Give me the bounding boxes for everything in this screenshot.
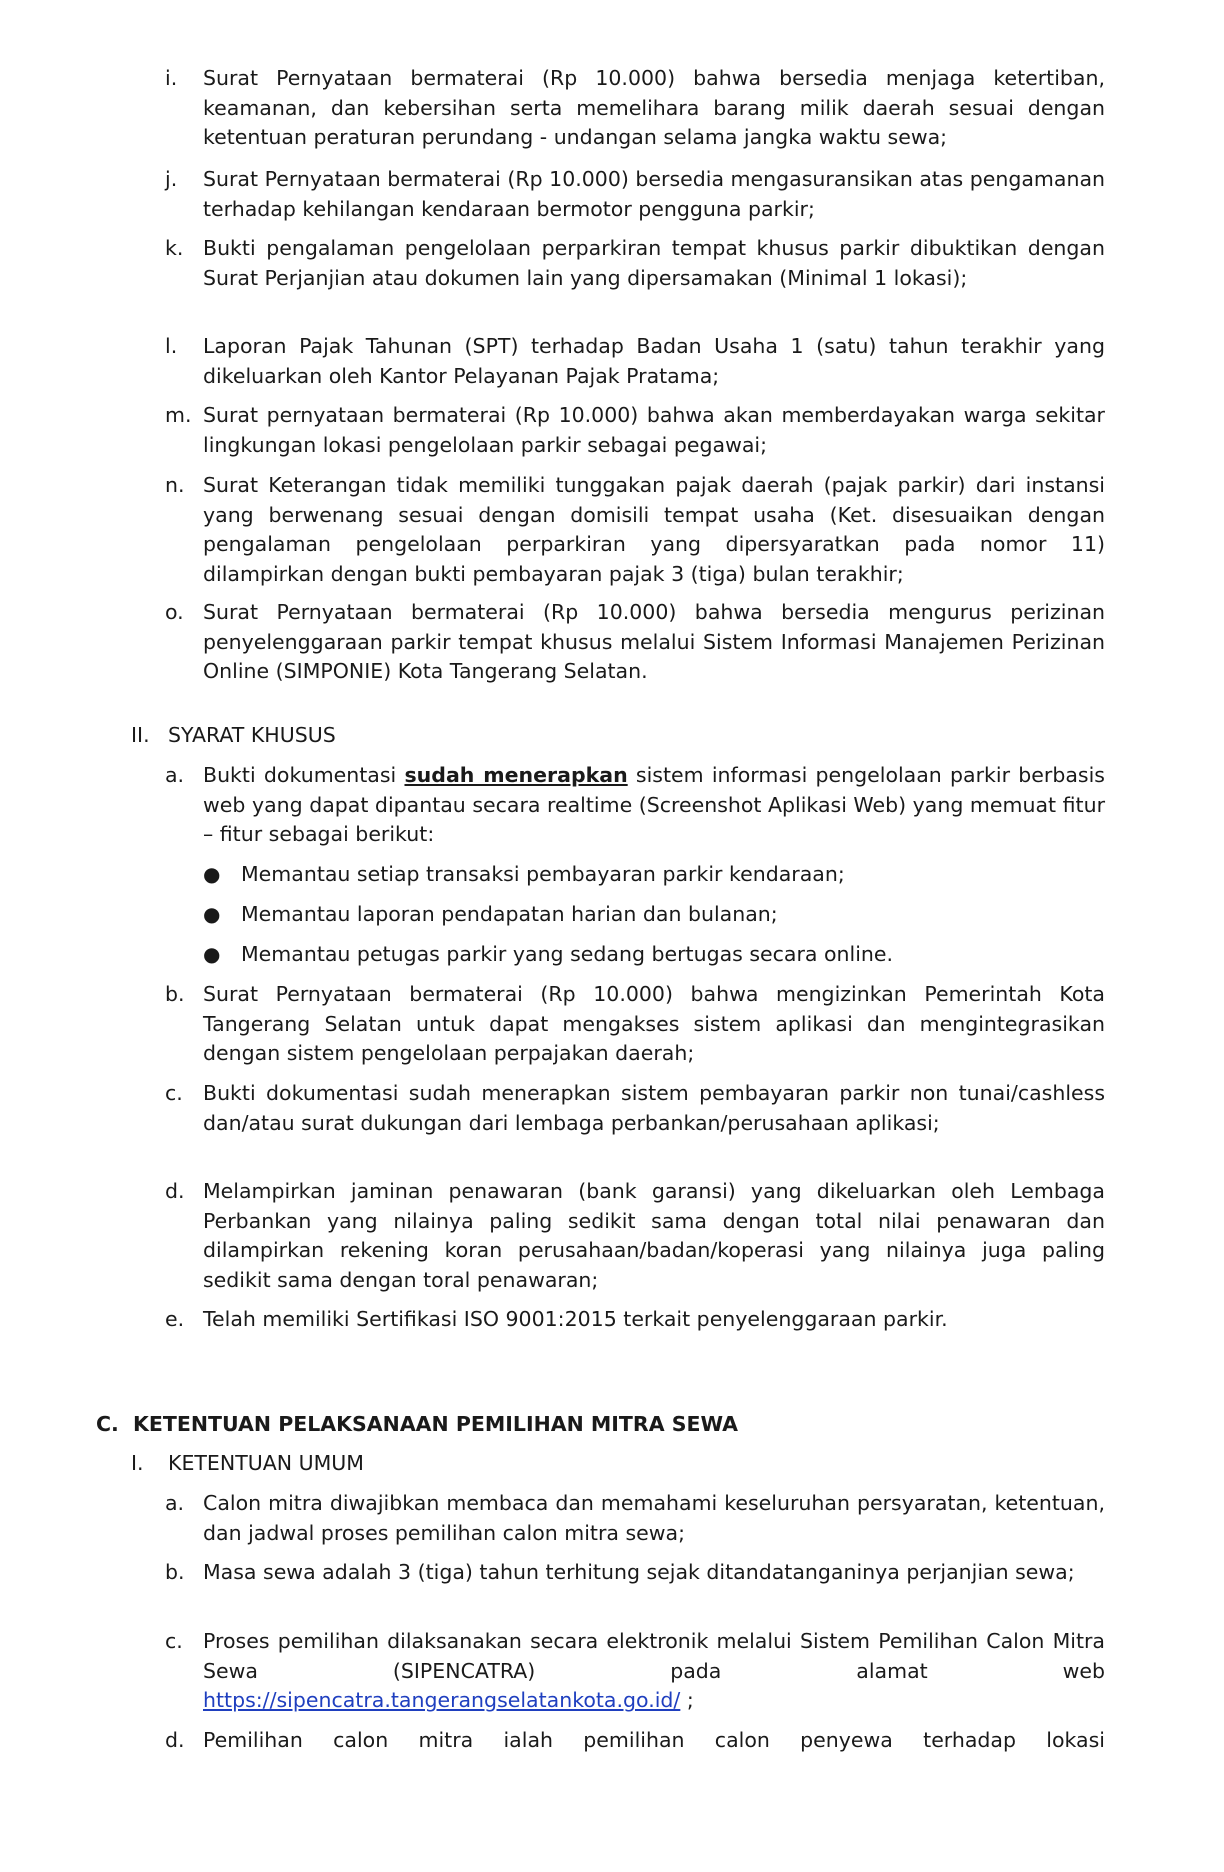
list-item-k xyxy=(165,234,1105,293)
list-label: d. xyxy=(165,1728,185,1752)
list-text: Masa sewa adalah 3 (tiga) tahun terhitung sejak ditandatanganinya perjanjian sewa; xyxy=(203,1560,1075,1584)
list-text: Surat Pernyataan bermaterai (Rp 10.000) bersedia mengasuransikan atas pengamanan terhadap kehilangan kendaraan bermotor pengguna parkir; xyxy=(203,167,1105,221)
text-after: sistem informasi pengelolaan parkir berbasis web yang dapat dipantau secara realtime (Screenshot Aplikasi Web) yang memuat fitur – fitur sebagai berikut: xyxy=(203,763,1105,846)
list-item-ku-b xyxy=(165,1558,1105,1588)
list-item-ku-a xyxy=(165,1489,1105,1548)
emphasis-text: sudah menerapkan xyxy=(404,763,628,787)
list-text: Surat pernyataan bermaterai (Rp 10.000) bahwa akan memberdayakan warga sekitar lingkungan lokasi pengelolaan parkir sebagai pegawai; xyxy=(203,403,1105,457)
list-item-sk-e xyxy=(165,1305,1105,1335)
list-text xyxy=(203,761,1105,850)
subsection-label: I. xyxy=(131,1451,144,1475)
bullet-item xyxy=(203,940,1103,970)
list-label: a. xyxy=(165,763,185,787)
list-item-j xyxy=(165,165,1105,224)
list-text: Bukti pengalaman pengelolaan perparkiran tempat khusus parkir dibuktikan dengan Surat Perjanjian atau dokumen lain yang dipersamakan (Minimal 1 lokasi); xyxy=(203,236,1105,290)
list-item-l xyxy=(165,332,1105,391)
list-label: d. xyxy=(165,1179,185,1203)
list-label: l. xyxy=(165,334,178,358)
sipencatra-link[interactable]: https://sipencatra.tangerangselatankota.go.id/ xyxy=(203,1688,681,1712)
section-heading-c xyxy=(96,1410,738,1440)
list-label: j. xyxy=(165,167,178,191)
list-text: Bukti dokumentasi sudah menerapkan sistem pembayaran parkir non tunai/cashless dan/atau surat dukungan dari lembaga perbankan/perusahaan aplikasi; xyxy=(203,1081,1105,1135)
list-label: b. xyxy=(165,1560,185,1584)
list-item-ku-d xyxy=(165,1726,1105,1756)
subsection-title: SYARAT KHUSUS xyxy=(168,723,336,747)
list-text: Surat Keterangan tidak memiliki tunggakan pajak daerah (pajak parkir) dari instansi yang berwenang sesuai dengan domisili tempat usaha (Ket. disesuaikan dengan pengalaman pengelolaan perparkiran yang dipersyaratkan pada nomor 11) dilampirkan dengan bukti pembayaran pajak 3 (tiga) bulan terakhir; xyxy=(203,473,1105,586)
list-label: n. xyxy=(165,473,185,497)
text-after: ; xyxy=(680,1688,694,1712)
list-label: c. xyxy=(165,1081,183,1105)
list-item-n xyxy=(165,471,1105,589)
text-main: Proses pemilihan dilaksanakan secara elektronik melalui Sistem Pemilihan Calon Mitra Sewa (SIPENCATRA) pada alamat web xyxy=(203,1629,1105,1683)
list-label: m. xyxy=(165,403,192,427)
list-text: Pemilihan calon mitra ialah pemilihan calon penyewa terhadap lokasi xyxy=(203,1728,1105,1752)
list-text: Surat Pernyataan bermaterai (Rp 10.000) bahwa bersedia menjaga ketertiban, keamanan, dan kebersihan serta memelihara barang milik daerah sesuai dengan ketentuan peraturan perundang - undangan selama jangka waktu sewa; xyxy=(203,66,1105,149)
list-item-sk-b xyxy=(165,980,1105,1069)
list-label: e. xyxy=(165,1307,185,1331)
bullet-icon: ● xyxy=(203,902,221,926)
subsection-heading-ketentuan-umum xyxy=(131,1449,1111,1479)
list-label: k. xyxy=(165,236,184,260)
list-text: Surat Pernyataan bermaterai (Rp 10.000) bahwa bersedia mengurus perizinan penyelenggaraan parkir tempat khusus melalui Sistem Informasi Manajemen Perizinan Online (SIMPONIE) Kota Tangerang Selatan. xyxy=(203,600,1105,683)
list-text xyxy=(203,1627,1105,1716)
list-label: i. xyxy=(165,66,178,90)
list-label: a. xyxy=(165,1491,185,1515)
bullet-icon: ● xyxy=(203,862,221,886)
list-item-o xyxy=(165,598,1105,687)
list-item-ku-c xyxy=(165,1627,1105,1716)
list-text: Laporan Pajak Tahunan (SPT) terhadap Badan Usaha 1 (satu) tahun terakhir yang dikeluarkan oleh Kantor Pelayanan Pajak Pratama; xyxy=(203,334,1105,388)
list-text: Surat Pernyataan bermaterai (Rp 10.000) bahwa mengizinkan Pemerintah Kota Tangerang Selatan untuk dapat mengakses sistem aplikasi dan mengintegrasikan dengan sistem pengelolaan perpajakan daerah; xyxy=(203,982,1105,1065)
bullet-text: Memantau setiap transaksi pembayaran parkir kendaraan; xyxy=(241,862,845,886)
list-text: Telah memiliki Sertifikasi ISO 9001:2015 terkait penyelenggaraan parkir. xyxy=(203,1307,948,1331)
list-item-sk-a xyxy=(165,761,1105,850)
bullet-item xyxy=(203,900,1103,930)
subsection-heading-syarat-khusus xyxy=(131,721,1111,751)
bullet-icon: ● xyxy=(203,942,221,966)
section-title: KETENTUAN PELAKSANAAN PEMILIHAN MITRA SEWA xyxy=(133,1412,739,1436)
text-before: Bukti dokumentasi xyxy=(203,763,405,787)
list-label: c. xyxy=(165,1629,183,1653)
list-item-sk-c xyxy=(165,1079,1105,1138)
list-label: b. xyxy=(165,982,185,1006)
subsection-label: II. xyxy=(131,723,150,747)
bullet-text: Memantau petugas parkir yang sedang bertugas secara online. xyxy=(241,942,894,966)
list-item-m xyxy=(165,401,1105,460)
list-text: Calon mitra diwajibkan membaca dan memahami keseluruhan persyaratan, ketentuan, dan jadwal proses pemilihan calon mitra sewa; xyxy=(203,1491,1105,1545)
bullet-text: Memantau laporan pendapatan harian dan bulanan; xyxy=(241,902,778,926)
bullet-item xyxy=(203,860,1103,890)
section-label: C. xyxy=(96,1412,119,1436)
list-item-sk-d xyxy=(165,1177,1105,1295)
list-text: Melampirkan jaminan penawaran (bank garansi) yang dikeluarkan oleh Lembaga Perbankan yang nilainya paling sedikit sama dengan total nilai penawaran dan dilampirkan rekening koran perusahaan/badan/koperasi yang nilainya juga paling sedikit sama dengan toral penawaran; xyxy=(203,1179,1105,1292)
list-item-i xyxy=(165,64,1105,153)
list-label: o. xyxy=(165,600,184,624)
subsection-title: KETENTUAN UMUM xyxy=(168,1451,364,1475)
